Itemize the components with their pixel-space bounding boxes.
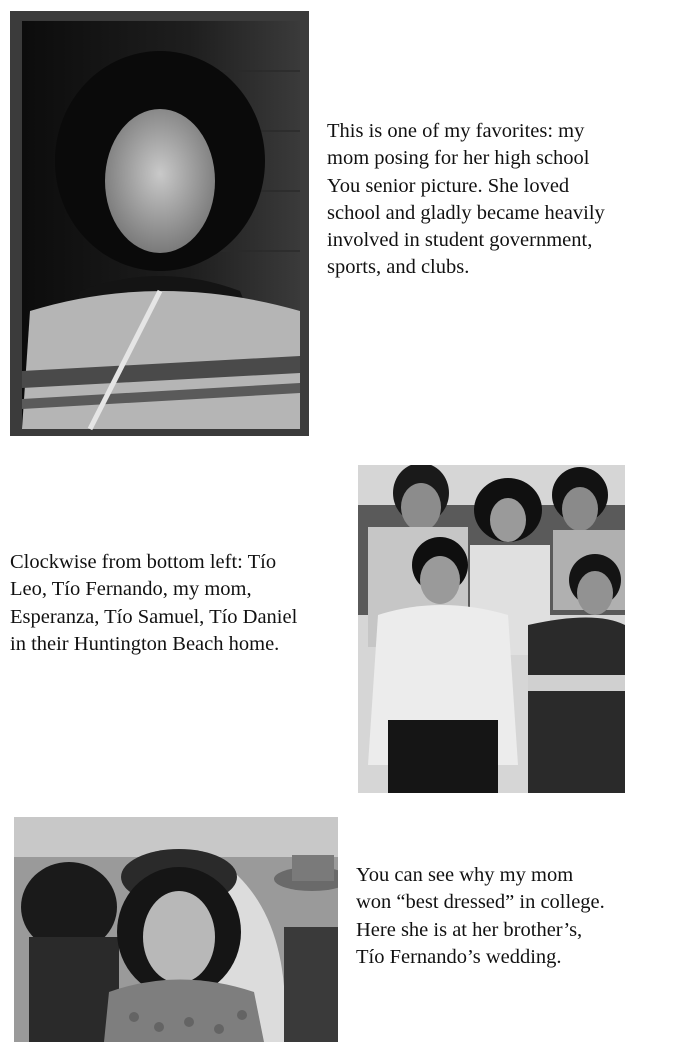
portrait-photo-image xyxy=(10,11,309,436)
caption-line: This is one of my favorites: my xyxy=(327,120,585,142)
wedding-photo-image xyxy=(14,817,338,1042)
family-group-photo-image xyxy=(358,465,625,793)
caption-line: in their Huntington Beach home. xyxy=(10,632,280,655)
caption-line: Tío Fernando’s wedding. xyxy=(356,945,562,968)
caption-line: Here she is at her brother’s, xyxy=(356,918,583,941)
caption-line: involved in student government, xyxy=(327,229,593,252)
caption-line: won “best dressed” in college. xyxy=(356,891,605,914)
family-group-photo xyxy=(358,465,625,793)
caption-line: You senior picture. She loved xyxy=(327,174,570,197)
caption-line: Clockwise from bottom left: Tío xyxy=(10,551,277,573)
caption-line: You can see why my mom xyxy=(356,864,574,886)
caption-2 xyxy=(10,549,350,658)
caption-3 xyxy=(356,862,666,971)
wedding-photo xyxy=(14,817,338,1042)
caption-line: sports, and clubs. xyxy=(327,256,470,279)
caption-line: Esperanza, Tío Samuel, Tío Daniel xyxy=(10,605,298,628)
caption-line: mom posing for her high school xyxy=(327,147,590,170)
caption-1 xyxy=(327,118,657,282)
caption-line: school and gladly became heavily xyxy=(327,201,605,224)
portrait-photo xyxy=(10,11,309,436)
caption-line: Leo, Tío Fernando, my mom, xyxy=(10,578,252,601)
